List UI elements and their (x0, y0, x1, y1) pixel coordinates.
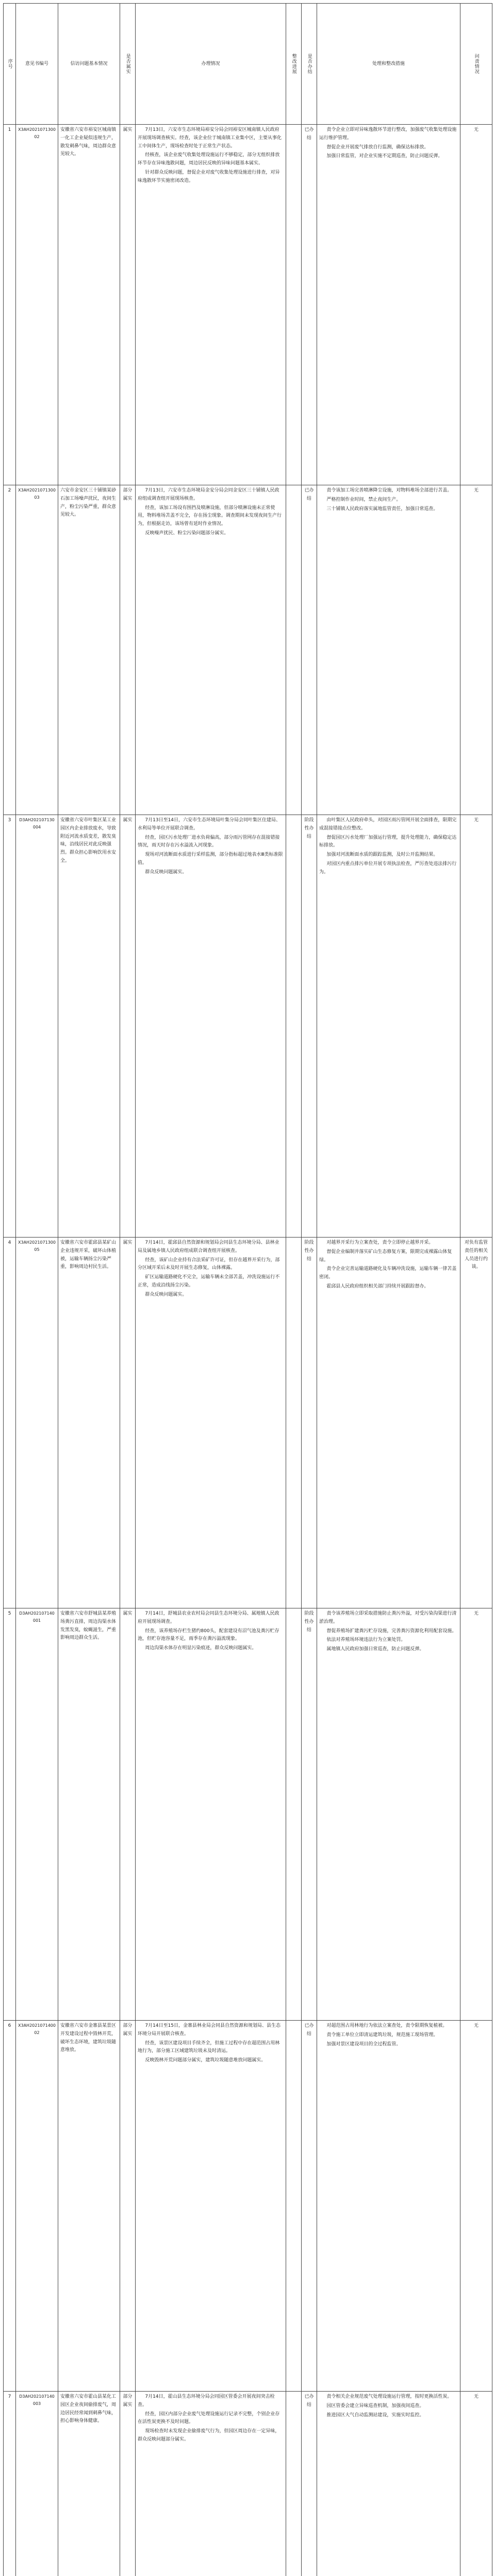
row-measures (317, 815, 460, 1238)
row-description: 安徽省六安市叶集区某工业园区内企业排放废水，导致附近河流水质变差，散发臭味，沿线居民对此反映强烈。群众担心影响饮用水安全。 (58, 815, 120, 1238)
row-verified-flag: 属实 (120, 1608, 136, 2021)
row-description: 安徽省六安市霍邱县某矿山企业违规开采，破坏山体植被，运输车辆扬尘污染严重，影响周边村民生活。 (58, 1238, 120, 1608)
row-status-paragraph: 矿区运输道路硬化不完全，运输车辆未全部苫盖，冲洗设施运行不正常，造成沿线扬尘污染。 (138, 1275, 280, 1288)
row-measures-paragraph: 督促企业编制并落实矿山生态修复方案，限期完成裸露山体复绿。 (319, 1249, 452, 1263)
row-closed: 阶段性办结 (302, 1238, 317, 1608)
row-closed: 已办结 (302, 2392, 317, 2576)
row-status-paragraph: 经查，该养殖场存栏生猪约800头，配套建设有沼气池及粪污贮存池，但贮存池容量不足，雨季存在粪污溢流现象。 (138, 1628, 279, 1642)
row-index: 1 (4, 125, 16, 485)
row-status-paragraph: 7月13日至14日，六安市生态环境局叶集分局会同叶集区住建局、水利局等单位开展联合调查。 (138, 818, 281, 831)
row-progress (286, 2392, 302, 2576)
row-status-paragraph: 7月13日，六安市生态环境局金安分局会同金安区三十铺镇人民政府组成调查组开展现场核查。 (138, 488, 279, 501)
table-row (4, 485, 492, 815)
row-status-paragraph: 经核查，该企业废气收集处理设施运行不够稳定，部分无组织排放环节存在异味逸散问题，周边居民反映的异味问题基本属实。 (138, 152, 280, 166)
row-status (136, 1238, 286, 1608)
row-status-paragraph: 7月14日至15日，金寨县林业局会同县自然资源和规划局、县生态环境分局开展联合核查。 (138, 2023, 281, 2037)
row-status-paragraph: 7月14日，舒城县农业农村局会同县生态环境分局、属地镇人民政府开展现场调查。 (138, 1611, 279, 1624)
row-measures (317, 2021, 460, 2392)
row-status-paragraph: 群众反映问题属实。 (145, 869, 187, 875)
row-verified-flag: 属实 (120, 125, 136, 485)
row-status-paragraph: 针对群众反映问题，督促企业对废气收集处理设施进行排查，对异味逸散环节实施密闭改造。 (138, 170, 280, 183)
row-verified-flag: 属实 (120, 815, 136, 1238)
row-status (136, 2021, 286, 2392)
row-status (136, 485, 286, 815)
row-measures-paragraph: 对超范围占用林地行为依法立案查处，责令限期恢复植被。 (326, 2023, 448, 2028)
row-measures-paragraph: 责令相关企业规范废气处理设施运行管理，按时更换活性炭。 (326, 2394, 452, 2399)
row-status (136, 2392, 286, 2576)
row-status-paragraph: 经查，该加工场设有围挡及喷淋设施，但部分喷淋设施未正常使用，物料堆场苫盖不完全，存在扬尘现象。调查期间未发现夜间生产行为，但根据走访，该场曾有延时作业情况。 (138, 505, 282, 527)
row-status-paragraph: 7月14日，霍邱县自然资源和规划局会同县生态环境分局、县林业局及属地乡镇人民政府组成联合调查组开展核查。 (138, 1240, 279, 1253)
row-closed: 已办结 (302, 485, 317, 815)
row-measures-paragraph: 由叶集区人民政府牵头，对园区雨污管网开展全面排查，限期完成混接错接点位整改。 (319, 818, 457, 831)
row-verified-flag: 部分属实 (120, 2392, 136, 2576)
row-measures-paragraph: 对园区内重点排污单位开展专项执法检查，严厉查处违法排污行为。 (319, 861, 457, 875)
row-status (136, 815, 286, 1238)
row-measures-paragraph: 三十铺镇人民政府落实属地监管责任，加强日常巡查。 (326, 506, 438, 512)
header-row (4, 4, 492, 125)
row-status-paragraph: 经查，园区内部分企业废气处理设施运行记录不完整，个别企业存在活性炭更换不及时问题。 (138, 2411, 280, 2425)
row-accountability: 无 (460, 485, 492, 815)
table-row (4, 125, 492, 485)
row-measures (317, 2392, 460, 2576)
row-index: 6 (4, 2021, 16, 2392)
table-row (4, 2392, 492, 2576)
row-measures-paragraph: 园区管委会建立异味巡查机制，加强夜间巡查。 (326, 2403, 424, 2409)
row-measures-paragraph: 依法对养殖场环境违法行为立案处罚。 (326, 1637, 406, 1643)
row-status-paragraph: 现场检查时未发现企业偷排废气行为，但园区周边存在一定异味，群众反映问题部分属实。 (138, 2429, 280, 2442)
row-measures-paragraph: 责令施工单位立即清运建筑垃圾，规范施工现场管理。 (326, 2032, 438, 2038)
petition-table (3, 3, 492, 2576)
row-measures (317, 125, 460, 485)
row-code: X3AH202107130005 (16, 1238, 58, 1608)
row-index: 2 (4, 485, 16, 815)
row-status (136, 1608, 286, 2021)
row-measures-paragraph: 霍邱县人民政府组织相关部门持续开展跟踪督办。 (326, 1283, 429, 1289)
row-accountability: 无 (460, 2021, 492, 2392)
row-description: 安徽省六安市金寨县某景区开发建设过程中毁林开荒，破坏生态环境，建筑垃圾随意堆放。 (58, 2021, 120, 2392)
row-progress (286, 2021, 302, 2392)
header-progress: 整改进展 (286, 4, 302, 125)
row-accountability: 无 (460, 1608, 492, 2021)
row-code: D3AH202107140001 (16, 1608, 58, 2021)
row-index: 7 (4, 2392, 16, 2576)
row-status-paragraph: 经查，该矿山企业持有合法采矿许可证，但存在越界开采行为，部分区域开采后未及时开展生态修复，山体裸露。 (138, 1257, 280, 1271)
row-description: 安徽省六安市舒城县某养殖场粪污直排，周边沟渠水体发黑发臭，蚊蝇滋生，严重影响周边群众生活。 (58, 1608, 120, 2021)
header-desc: 信访问题基本情况 (58, 4, 120, 125)
header-measures: 处理和整改措施 (317, 4, 460, 125)
row-status-paragraph: 7月14日，霍山县生态环境分局会同园区管委会开展夜间突击检查。 (138, 2394, 275, 2408)
row-code: X3AH202107130002 (16, 125, 58, 485)
row-measures-paragraph: 督促养殖场扩建粪污贮存设施，完善粪污资源化利用配套设施。 (326, 1628, 457, 1634)
row-measures-paragraph: 对越界开采行为立案查处，责令立即停止越界开采。 (326, 1240, 434, 1245)
row-progress (286, 815, 302, 1238)
row-measures-paragraph: 责令企业完善运输道路硬化及车辆冲洗设施，运输车辆一律苫盖密闭。 (319, 1266, 457, 1280)
row-verified-flag: 部分属实 (120, 2021, 136, 2392)
row-measures (317, 1608, 460, 2021)
header-flag: 是否属实 (120, 4, 136, 125)
header-accountability: 问责情况 (460, 4, 492, 125)
row-verified-flag: 属实 (120, 1238, 136, 1608)
row-status-paragraph: 经查，该景区建设项目手续齐全，但施工过程中存在超范围占用林地行为，部分施工区域建筑垃圾未及时清运。 (138, 2040, 280, 2054)
row-status-paragraph: 反映噪声扰民、粉尘污染问题部分属实。 (145, 530, 229, 536)
row-closed: 阶段性办结 (302, 815, 317, 1238)
row-measures-paragraph: 责令该养殖场立即采取措施防止粪污外溢，对受污染沟渠进行清淤治理。 (319, 1611, 457, 1624)
row-measures-paragraph: 督促企业开展废气排放自行监测，确保达标排放。 (326, 144, 429, 150)
row-progress (286, 1608, 302, 2021)
row-description: 安徽省六安市裕安区城南镇一化工企业疑似违规生产，散发刺鼻气味，周边群众意见较大。 (58, 125, 120, 485)
header-code: 意见书编号 (16, 4, 58, 125)
row-accountability: 无 (460, 2392, 492, 2576)
row-measures-paragraph: 加强日常监管，对企业实施不定期巡查，防止问题反弹。 (326, 154, 443, 159)
row-accountability: 无 (460, 125, 492, 485)
row-measures (317, 1238, 460, 1608)
row-status-paragraph: 现场对河流断面水质进行采样监测，部分指标超过地表水Ⅲ类标准限值。 (138, 852, 283, 866)
row-closed: 已办结 (302, 2021, 317, 2392)
table-row (4, 2021, 492, 2392)
row-status-paragraph: 周边沟渠水体存在明显污染痕迹，群众反映问题属实。 (145, 1646, 257, 1651)
header-status: 办理情况 (136, 4, 286, 125)
table-row (4, 815, 492, 1238)
row-measures-paragraph: 责令企业立即对异味逸散环节进行整改，加强废气收集处理设施运行维护管理。 (319, 127, 457, 141)
row-description: 安徽省六安市霍山县某化工园区企业夜间偷排废气，周边居民经常闻到刺鼻气味，担心影响身体健康。 (58, 2392, 120, 2576)
table-row (4, 1238, 492, 1608)
row-code: X3AH202107140002 (16, 2021, 58, 2392)
row-measures-paragraph: 加强对河流断面水质的跟踪监测，及时公开监测结果。 (326, 852, 438, 857)
row-code: D3AH202107130004 (16, 815, 58, 1238)
row-index: 5 (4, 1608, 16, 2021)
row-verified-flag: 部分属实 (120, 485, 136, 815)
row-measures-paragraph: 属地镇人民政府加强日常巡查，防止问题反弹。 (326, 1647, 424, 1652)
row-status-paragraph: 群众反映问题属实。 (145, 1292, 187, 1297)
row-index: 3 (4, 815, 16, 1238)
row-description: 六安市金安区三十铺镇某砂石加工场噪声扰民，夜间生产，粉尘污染严重，群众意见较大。 (58, 485, 120, 815)
row-progress (286, 1238, 302, 1608)
row-measures-paragraph: 推进园区大气自动监测站建设，实施实时监控。 (326, 2412, 424, 2418)
row-code: D3AH202107140003 (16, 2392, 58, 2576)
row-closed: 阶段性办结 (302, 1608, 317, 2021)
row-measures-paragraph: 严格控制作业时间，禁止夜间生产。 (326, 497, 401, 502)
header-idx: 序号 (4, 4, 16, 125)
row-closed: 已办结 (302, 125, 317, 485)
row-measures-paragraph: 加强对景区建设项目的全过程监管。 (326, 2041, 401, 2047)
row-status-paragraph: 反映毁林开荒问题部分属实，建筑垃圾随意堆放问题属实。 (145, 2058, 266, 2063)
header-closed: 是否办结 (302, 4, 317, 125)
row-status (136, 125, 286, 485)
row-code: X3AH202107130003 (16, 485, 58, 815)
row-accountability: 对负有监管责任的相关人员进行约谈。 (460, 1238, 492, 1608)
row-progress (286, 485, 302, 815)
row-progress (286, 125, 302, 485)
row-accountability: 无 (460, 815, 492, 1238)
row-measures (317, 485, 460, 815)
row-status-paragraph: 经查，园区污水处理厂进水负荷偏高，部分雨污管网存在混接错接情况，雨天时存在污水溢流入河现象。 (138, 835, 280, 849)
row-measures-paragraph: 督促园区污水处理厂加强运行管理，提升处理能力，确保稳定达标排放。 (319, 835, 457, 849)
row-measures-paragraph: 责令该加工场完善喷淋降尘设施，对物料堆场全部进行苫盖。 (326, 488, 452, 493)
table-row (4, 1608, 492, 2021)
row-index: 4 (4, 1238, 16, 1608)
row-status-paragraph: 7月13日，六安市生态环境局裕安分局会同裕安区城南镇人民政府开展现场调查核实。经查，该企业位于城南镇工业集中区，主要从事化工中间体生产，现场检查时处于正常生产状态。 (138, 127, 282, 149)
